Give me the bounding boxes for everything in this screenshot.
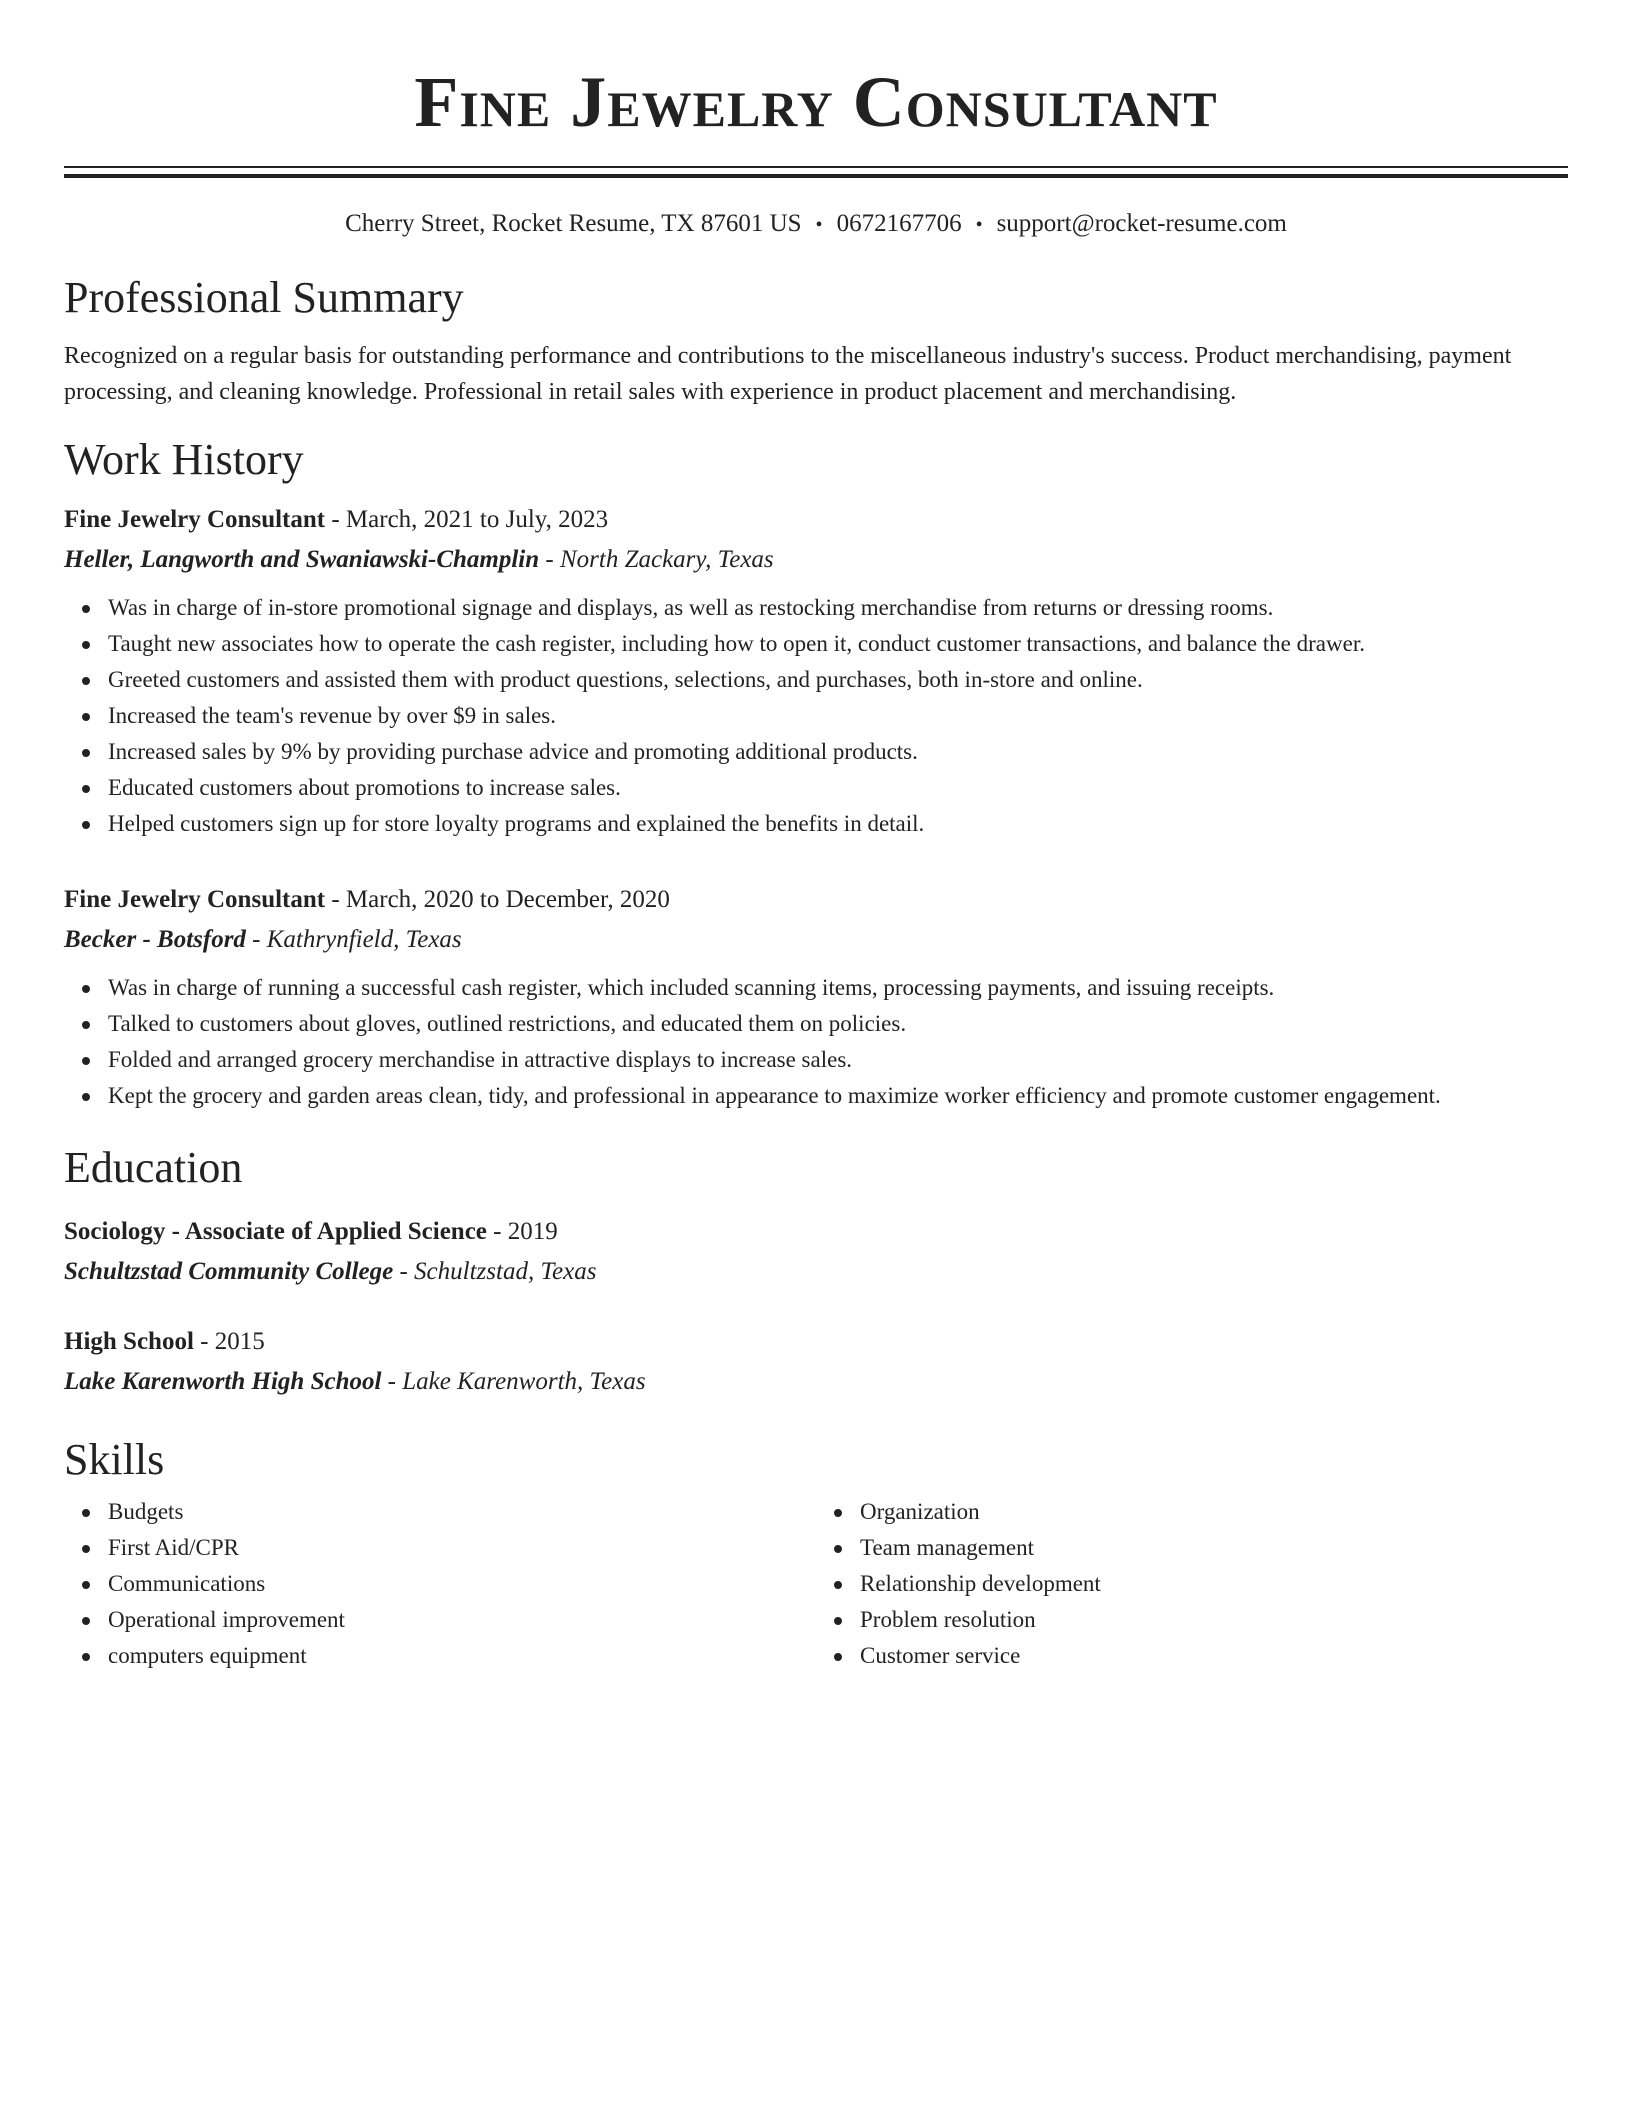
job-title-line — [64, 880, 1568, 920]
job-duty: Was in charge of in-store promotional signage and displays, as well as restocking merchandise from returns or dressing rooms. — [108, 590, 1568, 626]
education-entry — [64, 1322, 1568, 1402]
job-duties-list — [64, 590, 1568, 842]
degree-line — [64, 1322, 1568, 1362]
job-duty: Helped customers sign up for store loyalty programs and explained the benefits in detail. — [108, 806, 1568, 842]
job-title: Fine Jewelry Consultant — [64, 506, 326, 533]
school-name: Schultzstad Community College — [64, 1258, 394, 1285]
contact-separator: • — [975, 214, 983, 236]
job-duties-list — [64, 970, 1568, 1114]
skills-list-left — [64, 1494, 816, 1674]
work-history-heading: Work History — [64, 435, 304, 484]
school-location: - Lake Karenworth, Texas — [381, 1368, 646, 1395]
school-line — [64, 1252, 1568, 1292]
job-location: - Kathrynfield, Texas — [245, 926, 462, 953]
school-line — [64, 1362, 1568, 1402]
skill-item: Relationship development — [860, 1566, 1568, 1602]
contact-phone: 0672167706 — [836, 210, 962, 237]
skill-item: Organization — [860, 1494, 1568, 1530]
job-company-line — [64, 540, 1568, 580]
skills-heading: Skills — [64, 1435, 165, 1484]
job-duty: Was in charge of running a successful cash register, which included scanning items, processing payments, and issuing receipts. — [108, 970, 1568, 1006]
contact-separator: • — [815, 214, 823, 236]
job-company-line — [64, 920, 1568, 960]
job-dates: - March, 2021 to July, 2023 — [325, 506, 609, 533]
contact-email: support@rocket-resume.com — [996, 210, 1287, 237]
job-company: Heller, Langworth and Swaniawski-Champlin — [64, 546, 540, 573]
education-entry — [64, 1212, 1568, 1292]
job-entry — [64, 880, 1568, 1114]
job-duty: Greeted customers and assisted them with product questions, selections, and purchases, both in-store and online. — [108, 662, 1568, 698]
skill-item: Operational improvement — [108, 1602, 816, 1638]
education-heading: Education — [64, 1143, 243, 1192]
job-duty: Taught new associates how to operate the cash register, including how to open it, conduct customer transactions, and balance the drawer. — [108, 626, 1568, 662]
skill-item: Budgets — [108, 1494, 816, 1530]
contact-address: Cherry Street, Rocket Resume, TX 87601 US — [345, 210, 802, 237]
resume-name: Fine Jewelry Consultant — [414, 62, 1218, 142]
skills-columns — [64, 1494, 1568, 1674]
job-title: Fine Jewelry Consultant — [64, 886, 326, 913]
job-title-line — [64, 500, 1568, 540]
degree: Sociology - Associate of Applied Science — [64, 1218, 487, 1245]
job-dates: - March, 2020 to December, 2020 — [325, 886, 670, 913]
header-divider-thick — [64, 174, 1568, 178]
job-duty: Increased sales by 9% by providing purchase advice and promoting additional products. — [108, 734, 1568, 770]
job-duty: Increased the team's revenue by over $9 in sales. — [108, 698, 1568, 734]
degree: High School — [64, 1328, 194, 1355]
school-name: Lake Karenworth High School — [64, 1368, 382, 1395]
summary-text: Recognized on a regular basis for outstanding performance and contributions to the miscellaneous industry's success. Product merchandising, payment processing, and cleaning knowledge. Professional in retail sales with experience in product placement and merchandising. — [64, 343, 1512, 405]
skill-item: Problem resolution — [860, 1602, 1568, 1638]
job-company: Becker - Botsford — [64, 926, 246, 953]
contact-line — [64, 208, 1568, 240]
skills-list-right — [816, 1494, 1568, 1674]
skill-item: Team management — [860, 1530, 1568, 1566]
school-location: - Schultzstad, Texas — [393, 1258, 597, 1285]
job-duty: Talked to customers about gloves, outlined restrictions, and educated them on policies. — [108, 1006, 1568, 1042]
job-location: - North Zackary, Texas — [539, 546, 774, 573]
job-duty: Folded and arranged grocery merchandise in attractive displays to increase sales. — [108, 1042, 1568, 1078]
header-divider-thin — [64, 166, 1568, 168]
degree-line — [64, 1212, 1568, 1252]
graduation-year: - 2015 — [193, 1328, 265, 1355]
graduation-year: - 2019 — [486, 1218, 558, 1245]
job-duty: Kept the grocery and garden areas clean, tidy, and professional in appearance to maximize worker efficiency and promote customer engagement. — [108, 1078, 1568, 1114]
skill-item: Customer service — [860, 1638, 1568, 1674]
summary-heading: Professional Summary — [64, 273, 464, 322]
job-duty: Educated customers about promotions to increase sales. — [108, 770, 1568, 806]
job-entry — [64, 500, 1568, 842]
skill-item: computers equipment — [108, 1638, 816, 1674]
skill-item: Communications — [108, 1566, 816, 1602]
skill-item: First Aid/CPR — [108, 1530, 816, 1566]
resume-page — [64, 0, 1568, 1674]
